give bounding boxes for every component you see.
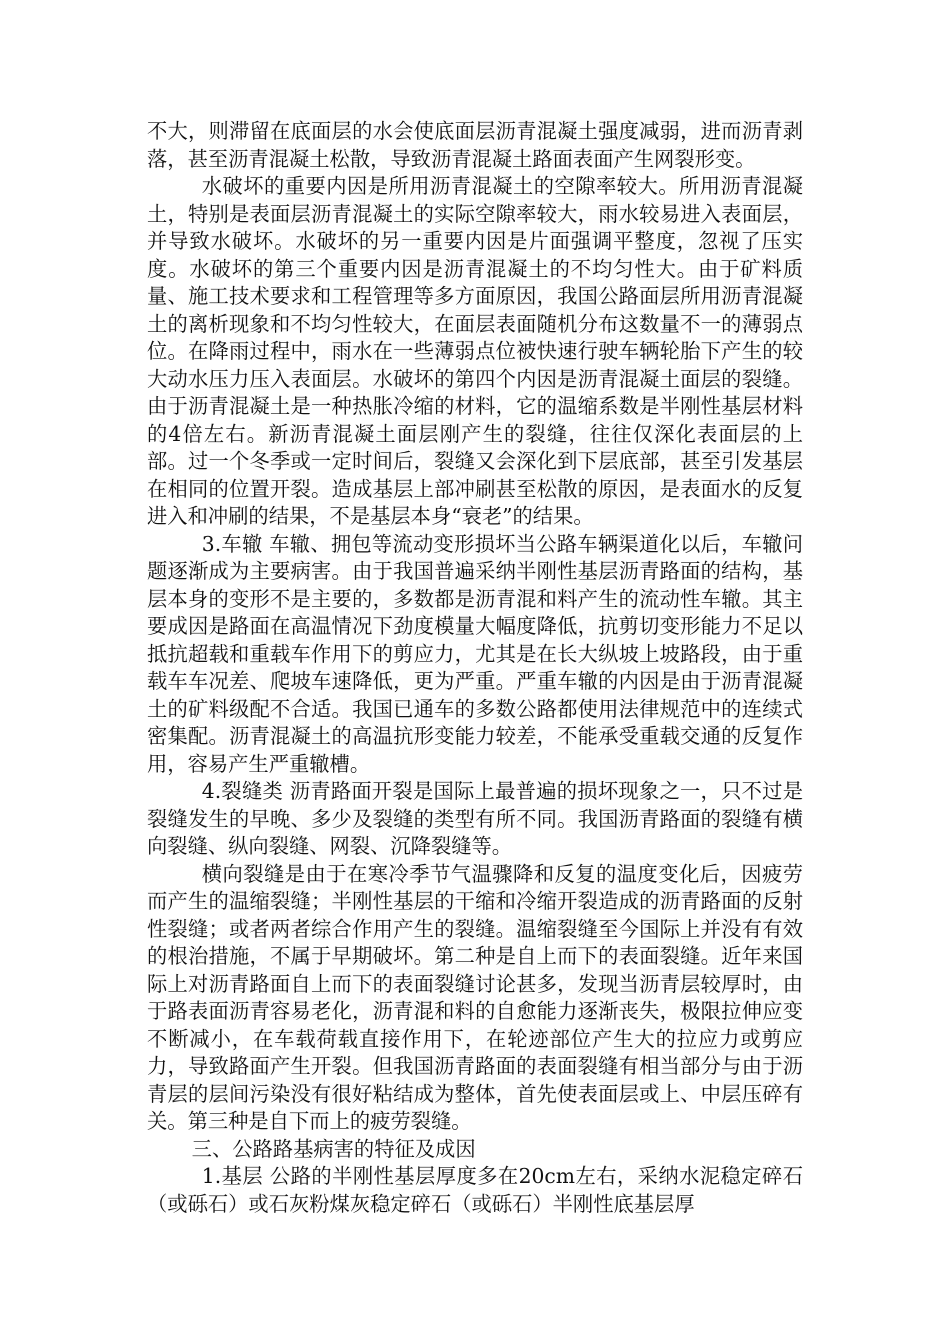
document-page <box>147 118 803 1218</box>
paragraph-continuation: 不大，则滞留在底面层的水会使底面层沥青混凝土强度减弱，进而沥青剥落，甚至沥青混凝土松散，导致沥青混凝土路面表面产生网裂形变。 <box>147 119 803 171</box>
section-heading-subgrade: 三、公路路基病害的特征及成因 <box>191 1136 476 1161</box>
paragraph-water-damage-causes: 水破坏的重要内因是所用沥青混凝土的空隙率较大。所用沥青混凝土，特别是表面层沥青混凝土的实际空隙率较大，雨水较易进入表面层，并导致水破坏。水破坏的另一重要内因是片面强调平整度，忽视了压实度。水破坏的第三个重要内因是沥青混凝土的不均匀性大。由于矿料质量、施工技术要求和工程管理等多方面原因，我国公路面层所用沥青混凝土的离析现象和不均匀性较大，在面层表面随机分布这数量不一的薄弱点位。在降雨过程中，雨水在一些薄弱点位被快速行驶车辆轮胎下产生的较大动水压力压入表面层。水破坏的第四个内因是沥青混凝土面层的裂缝。由于沥青混凝土是一种热胀冷缩的材料，它的温缩系数是半刚性基层材料的4倍左右。新沥青混凝土面层刚产生的裂缝，往往仅深化表面层的上部。过一个冬季或一定时间后，裂缝又会深化到下层底部，甚至引发基层在相同的位置开裂。造成基层上部冲刷甚至松散的原因，是表面水的反复进入和冲刷的结果，不是基层本身“衰老”的结果。 <box>147 174 803 528</box>
paragraph-cracking: 4.裂缝类 沥青路面开裂是国际上最普遍的损坏现象之一，只不过是裂缝发生的早晚、多少及裂缝的类型有所不同。我国沥青路面的裂缝有横向裂缝、纵向裂缝、网裂、沉降裂缝等。 <box>147 779 803 858</box>
paragraph-base-layer: 1.基层 公路的半刚性基层厚度多在20cm左右，采纳水泥稳定碎石（或砾石）或石灰粉煤灰稳定碎石（或砾石）半刚性底基层厚 <box>147 1164 803 1216</box>
paragraph-transverse-cracks: 横向裂缝是由于在寒冷季节气温骤降和反复的温度变化后，因疲劳而产生的温缩裂缝；半刚性基层的干缩和冷缩开裂造成的沥青路面的反射性裂缝；或者两者综合作用产生的裂缝。温缩裂缝至今国际上并没有有效的根治措施，不属于早期破坏。第二种是自上而下的表面裂缝。近年来国际上对沥青路面自上而下的表面裂缝讨论甚多，发现当沥青层较厚时，由于路表面沥青容易老化，沥青混和料的自愈能力逐渐丧失，极限拉伸应变不断减小，在车载荷载直接作用下，在轮迹部位产生大的拉应力或剪应力，导致路面产生开裂。但我国沥青路面的表面裂缝有相当部分与由于沥青层的层间污染没有很好粘结成为整体，首先使表面层或上、中层压碎有关。第三种是自下而上的疲劳裂缝。 <box>147 861 803 1133</box>
paragraph-rutting: 3.车辙 车辙、拥包等流动变形损坏当公路车辆渠道化以后，车辙问题逐渐成为主要病害。由于我国普遍采纳半刚性基层沥青路面的结构，基层本身的变形不是主要的，多数都是沥青混和料产生的流动性车辙。其主要成因是路面在高温情况下劲度模量大幅度降低，抗剪切变形能力不足以抵抗超载和重载车作用下的剪应力，尤其是在长大纵坡上坡路段，由于重载车车况差、爬坡车速降低，更为严重。严重车辙的内因是由于沥青混凝土的矿料级配不合适。我国已通车的多数公路都使用法律规范中的连续式密集配。沥青混凝土的高温抗形变能力较差，不能承受重载交通的反复作用，容易产生严重辙槽。 <box>147 531 803 776</box>
